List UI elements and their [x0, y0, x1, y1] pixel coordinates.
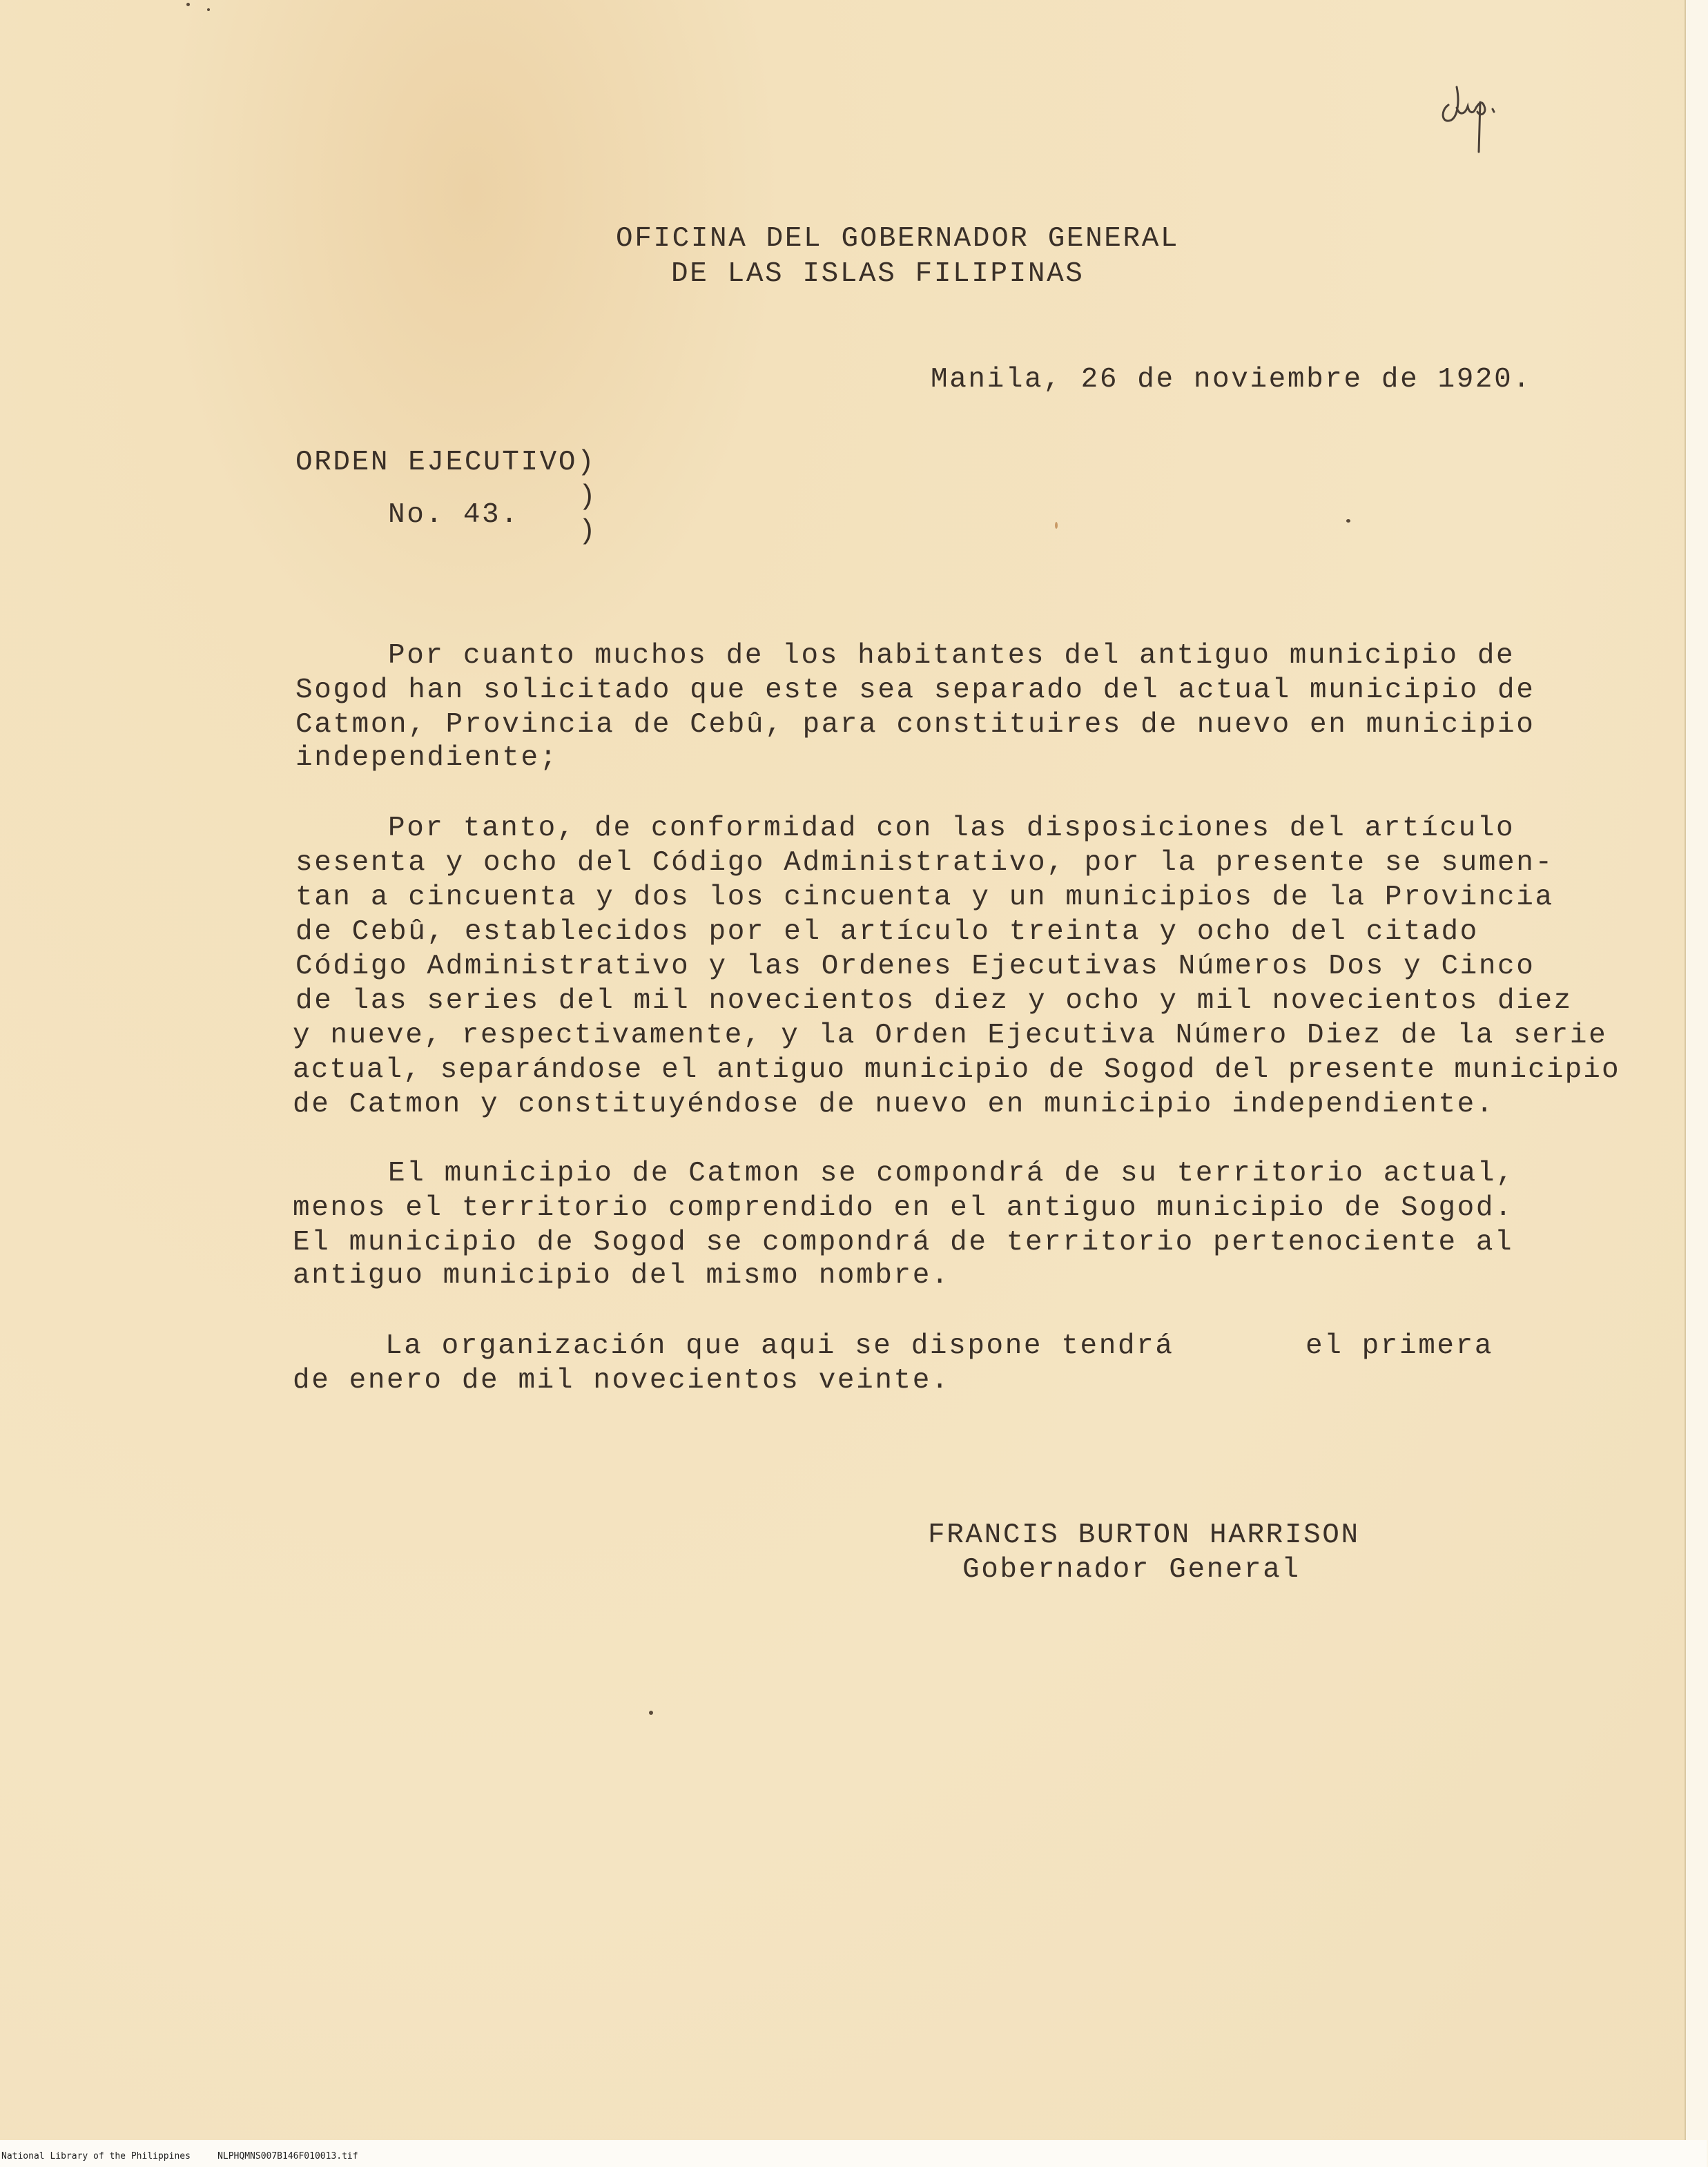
- paragraph-line: Por cuanto muchos de los habitantes del antiguo municipio de: [388, 640, 1515, 672]
- footer-library: National Library of the Philippines: [1, 2151, 191, 2161]
- paragraph-line: Catmon, Provincia de Cebû, para constituires de nuevo en municipio: [295, 709, 1535, 741]
- annotation-stroke: [1443, 87, 1494, 152]
- signature-name: FRANCIS BURTON HARRISON: [928, 1519, 1360, 1551]
- paragraph-line: y nueve, respectivamente, y la Orden Ejecutiva Número Diez de la serie: [293, 1020, 1608, 1051]
- footer-file: NLPHQMNS007B146F010013.tif: [217, 2151, 358, 2161]
- paragraph-line: La organización que aqui se dispone tendrá el primera: [385, 1330, 1494, 1362]
- paragraph-line: Código Administrativo y las Ordenes Ejecutivas Números Dos y Cinco: [295, 951, 1535, 982]
- ink-speck: [1346, 519, 1350, 523]
- paragraph-line: Por tanto, de conformidad con las disposiciones del artículo: [388, 813, 1515, 844]
- paragraph-line: de Catmon y constituyéndose de nuevo en municipio independiente.: [293, 1089, 1495, 1120]
- paragraph-line: independiente;: [295, 742, 559, 774]
- scan-footer-text: [1, 2151, 358, 2161]
- paragraph-line: Sogod han solicitado que este sea separado del actual municipio de: [295, 674, 1535, 706]
- ink-speck: [649, 1711, 653, 1715]
- paragraph-line: actual, separándose el antiguo municipio de Sogod del presente municipio: [293, 1054, 1620, 1086]
- order-paren-2: ): [579, 516, 598, 547]
- paragraph-line: sesenta y ocho del Código Administrativo, por la presente se sumen-: [295, 847, 1554, 879]
- paragraph-line: tan a cincuenta y dos los cincuenta y un municipios de la Provincia: [295, 882, 1554, 913]
- paragraph-line: de enero de mil novecientos veinte.: [293, 1365, 951, 1397]
- paragraph-line: de Cebû, establecidos por el artículo treinta y ocho del citado: [295, 916, 1479, 948]
- paragraph-line: antiguo municipio del mismo nombre.: [293, 1260, 951, 1292]
- paragraph-line: El municipio de Catmon se compondrá de su territorio actual,: [388, 1158, 1515, 1189]
- paragraph-line: El municipio de Sogod se compondrá de territorio pertenociente al: [293, 1227, 1514, 1259]
- order-number: No. 43.: [388, 499, 520, 531]
- office-header-line1: OFICINA DEL GOBERNADOR GENERAL: [616, 223, 1180, 255]
- paragraph-line: menos el territorio comprendido en el antiguo municipio de Sogod.: [293, 1192, 1514, 1224]
- paragraph-line: de las series del mil novecientos diez y ocho y mil novecientos diez: [295, 985, 1573, 1017]
- ink-speck: [207, 8, 210, 11]
- ink-speck: [1055, 522, 1058, 529]
- ink-speck: [186, 3, 190, 6]
- date-line: Manila, 26 de noviembre de 1920.: [931, 364, 1532, 396]
- order-paren: ): [579, 481, 598, 513]
- order-label: ORDEN EJECUTIVO): [295, 447, 596, 478]
- signature-title: Gobernador General: [962, 1554, 1301, 1586]
- handwritten-annotation: [1436, 41, 1533, 159]
- office-header-line2: DE LAS ISLAS FILIPINAS: [671, 258, 1085, 290]
- page-edge: [1685, 0, 1708, 2167]
